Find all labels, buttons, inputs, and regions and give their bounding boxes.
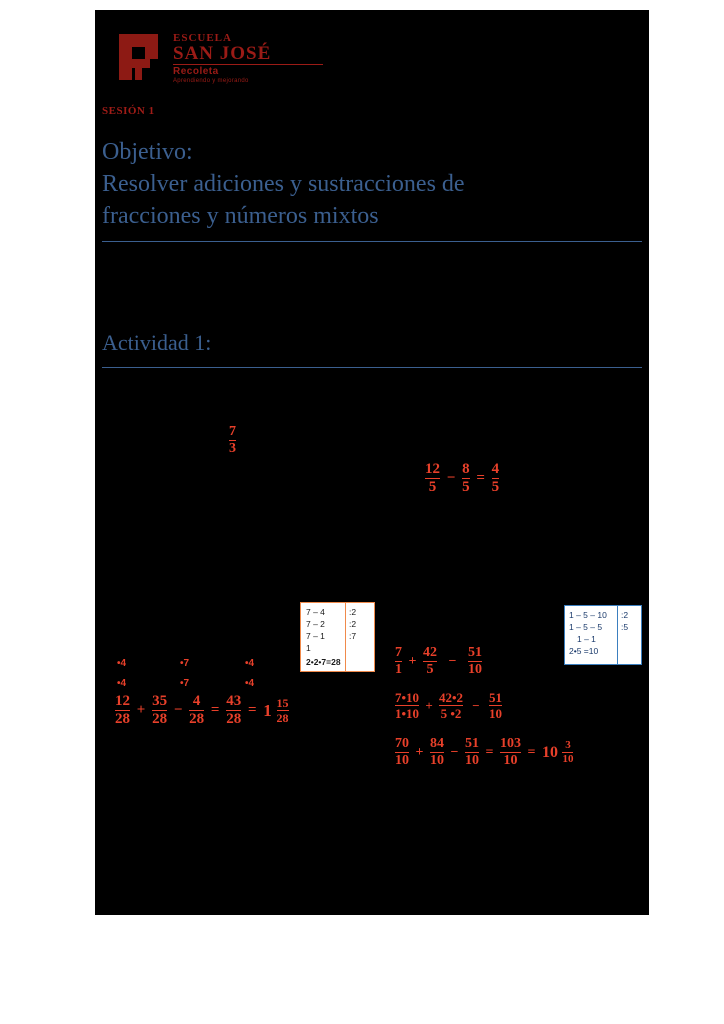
lcm-row-left-0: 7 – 4 — [306, 607, 325, 617]
multiplier-top-2: •4 — [245, 658, 255, 669]
logo-line-escuela: ESCUELA — [173, 32, 232, 44]
frac-numerator: 103 — [499, 736, 521, 751]
frac-numerator: 43 — [226, 693, 242, 709]
objective-text-line-1: Resolver adiciones y sustracciones de — [102, 171, 465, 197]
frac-numerator: 7 — [395, 645, 402, 660]
multiplier-bottom-0: •4 — [117, 678, 127, 689]
operator-equals: = — [210, 702, 220, 719]
lcm-row-right-1: :2 — [349, 619, 357, 629]
frac-denominator: 10 — [395, 752, 409, 768]
lcm10-result: 2•5 =10 — [569, 646, 599, 656]
frac-denominator: 5 — [425, 478, 440, 496]
equation-left-main — [115, 694, 289, 728]
operator-plus: + — [408, 653, 417, 669]
session-label: SESIÓN 1 — [102, 105, 155, 117]
frac-numerator: 4 — [192, 693, 201, 709]
frac-denominator: 28 — [276, 710, 289, 725]
frac-numerator: 7 — [229, 424, 236, 439]
operator-minus: − — [472, 697, 480, 713]
fraction-seven-thirds — [229, 425, 236, 456]
objective-text-line-2: fracciones y números mixtos — [102, 203, 379, 229]
frac-denominator: 10 — [562, 752, 574, 765]
divider-bottom — [102, 367, 642, 368]
frac-numerator: 51 — [488, 690, 502, 705]
logo-line-sanjose: SAN JOSÉ — [173, 44, 323, 65]
frac-numerator: 8 — [462, 461, 470, 477]
mixed-number-whole: 10 — [541, 743, 558, 761]
frac-denominator: 10 — [488, 705, 502, 721]
multiplier-top-0: •4 — [117, 658, 127, 669]
lcm-box-28 — [300, 602, 375, 672]
school-emblem-icon — [115, 32, 167, 82]
operator-equals: = — [476, 470, 485, 487]
operator-minus: − — [448, 653, 457, 669]
frac-denominator: 1•10 — [395, 705, 420, 721]
objective-label: Objetivo: — [102, 139, 193, 165]
lcm10-row-right-1: :5 — [621, 622, 629, 632]
frac-numerator: 3 — [565, 739, 571, 752]
activity-title: Actividad 1: — [102, 330, 212, 355]
equation-subtraction-fifths — [425, 462, 499, 496]
operator-plus: + — [425, 697, 433, 713]
frac-numerator: 84 — [429, 736, 444, 751]
frac-denominator: 5 — [491, 478, 500, 495]
lcm-row-left-3: 1 — [306, 643, 311, 653]
operator-equals: = — [485, 744, 494, 760]
logo-line-recoleta: Recoleta — [173, 66, 219, 77]
lcm-row-right-2: :7 — [349, 631, 357, 641]
frac-denominator: 3 — [229, 440, 236, 456]
frac-numerator: 42 — [422, 645, 437, 660]
frac-numerator: 51 — [464, 736, 479, 751]
lcm-box-divider — [345, 603, 346, 671]
lcm-row-right-0: :2 — [349, 607, 357, 617]
operator-plus: + — [136, 702, 146, 719]
equation-right-line-3 — [395, 737, 573, 768]
lcm-result-28: 2•2•7=28 — [306, 657, 341, 667]
frac-numerator: 12 — [115, 693, 130, 709]
frac-numerator: 42•2 — [438, 690, 464, 705]
lcm10-row-left-2: 1 – 1 — [577, 634, 596, 644]
slide-board — [95, 10, 649, 915]
frac-denominator: 28 — [115, 710, 130, 727]
operator-minus: − — [446, 470, 456, 487]
objective-block — [102, 136, 632, 232]
multiplier-bottom-2: •4 — [245, 678, 255, 689]
school-logo-text — [173, 32, 323, 86]
school-logo — [115, 32, 325, 84]
lcm-row-left-1: 7 – 2 — [306, 619, 325, 629]
frac-denominator: 5 — [462, 478, 470, 495]
frac-denominator: 1 — [395, 661, 402, 677]
operator-plus: + — [415, 744, 424, 760]
frac-numerator: 35 — [152, 693, 168, 709]
frac-denominator: 5 — [423, 661, 437, 678]
lcm10-row-left-0: 1 – 5 – 10 — [569, 610, 607, 620]
lcm-box-10 — [564, 605, 642, 665]
frac-denominator: 28 — [189, 710, 205, 727]
frac-denominator: 10 — [467, 661, 482, 677]
lcm10-row-right-0: :2 — [621, 610, 629, 620]
frac-numerator: 12 — [425, 461, 440, 477]
equation-right-line-2 — [395, 691, 502, 720]
frac-numerator: 70 — [395, 736, 409, 751]
mixed-number-whole: 1 — [263, 700, 272, 720]
frac-numerator: 7•10 — [395, 690, 420, 705]
divider-top — [102, 241, 642, 242]
frac-denominator: 10 — [429, 752, 444, 768]
equation-right-line-1 — [395, 646, 482, 677]
operator-minus: − — [450, 744, 459, 760]
frac-denominator: 5 •2 — [440, 705, 462, 721]
frac-denominator: 28 — [226, 710, 242, 727]
operator-minus: − — [173, 702, 183, 719]
multiplier-bottom-1: •7 — [180, 678, 190, 689]
frac-numerator: 51 — [467, 645, 482, 660]
lcm-row-left-2: 7 – 1 — [306, 631, 325, 641]
frac-numerator: 15 — [276, 696, 289, 711]
lcm-box-divider — [617, 606, 618, 664]
frac-denominator: 10 — [500, 752, 521, 769]
logo-line-tagline: Aprendiendo y mejorando — [173, 78, 249, 84]
frac-denominator: 10 — [464, 752, 479, 768]
operator-equals: = — [527, 744, 536, 760]
operator-equals: = — [247, 702, 257, 719]
frac-numerator: 4 — [491, 461, 500, 477]
lcm10-row-left-1: 1 – 5 – 5 — [569, 622, 603, 632]
frac-denominator: 28 — [152, 710, 168, 727]
multiplier-top-1: •7 — [180, 658, 190, 669]
